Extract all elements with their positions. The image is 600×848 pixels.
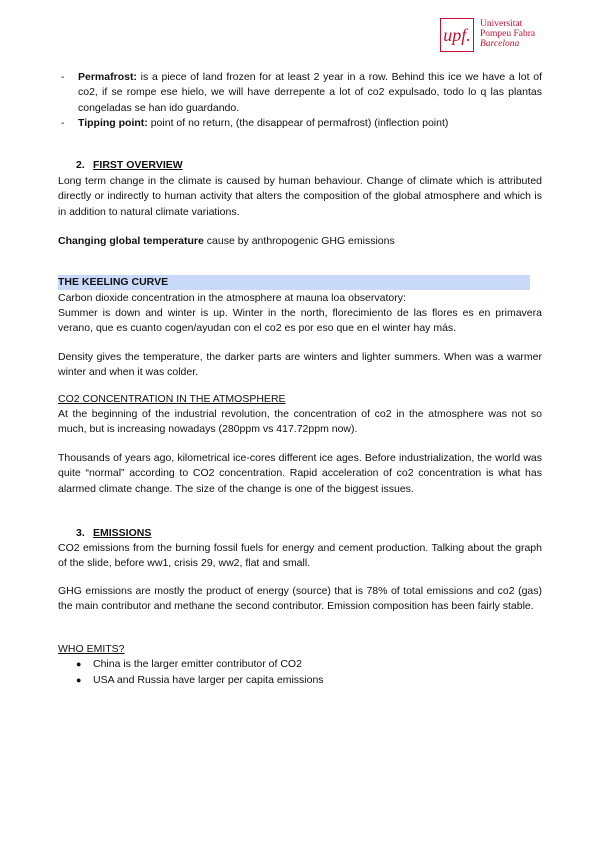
dash-bullet: -: [61, 117, 65, 129]
definition-term: Permafrost:: [78, 71, 137, 83]
statement-bold: Changing global temperature: [58, 235, 204, 247]
section-3-title: EMISSIONS: [93, 527, 152, 539]
logo-line-2: Pompeu Fabra: [480, 29, 536, 39]
keeling-curve-heading: THE KEELING CURVE: [58, 275, 530, 290]
statement-rest: cause by anthropogenic GHG emissions: [203, 235, 395, 247]
keeling-paragraph-1: Summer is down and winter is up. Winter in the north, florecimiento de las flores es en primavera verano, que es cuanto cogen/ayudan con el co2 es por eso que en el winter hay más.: [58, 307, 542, 335]
section-2-statement: [58, 234, 542, 249]
logo-text: [480, 19, 535, 49]
definition-text: is a piece of land frozen for at least 2 year in a row. Behind this ice we have a lot of co2, if se rompe ese hielo, we will have derrepente a lot of co2 expulsado, todo lo q las plantas congeladas se han ido guardando.: [78, 71, 542, 114]
who-emits-item-text: USA and Russia have larger per capita emissions: [93, 674, 324, 686]
keeling-line-1: Carbon dioxide concentration in the atmosphere at mauna loa observatory:: [58, 292, 406, 304]
section-2-number: 2.: [76, 159, 85, 171]
section-3-number: 3.: [76, 527, 85, 539]
section-3-paragraph-2: GHG emissions are mostly the product of energy (source) that is 78% of total emissions and co2 (gas) the main contributor and methane the second contributor. Emission composition has been fairly stable.: [58, 585, 542, 613]
logo-line-3: Barcelona: [480, 39, 520, 49]
section-3-paragraph-1: CO2 emissions from the burning fossil fuels for energy and cement production. Talking about the graph of the slide, before ww1, crisis 29, ww2, flat and small.: [58, 542, 542, 570]
co2-paragraph-2: Thousands of years ago, kilometrical ice-cores different ice ages. Before industrialization, the world was quite “normal” according to CO2 concentration. Rapid acceleration of co2 concentration is what has alarmed climate change. The size of the change is one of the biggest issues.: [58, 452, 542, 495]
section-2-paragraph: Long term change in the climate is caused by human behaviour. Change of climate which is attributed directly or indirectly to human activity that alters the composition of the global atmosphere and which is in addition to natural climate variations.: [58, 175, 542, 218]
co2-heading: CO2 CONCENTRATION IN THE ATMOSPHERE: [58, 393, 286, 405]
who-emits-item-text: China is the larger emitter contributor of CO2: [93, 658, 302, 670]
who-emits-item: [76, 673, 533, 688]
who-emits-item: [76, 657, 533, 672]
upf-logo-mark: upf.: [440, 18, 474, 52]
bullet-dot-icon: ●: [76, 659, 82, 669]
university-logo: [440, 18, 550, 54]
co2-paragraph-1: At the beginning of the industrial revolution, the concentration of co2 in the atmosphere was not so much, but is increasing nowadays (280ppm vs 417.72ppm now).: [58, 408, 542, 436]
logo-line-1: Universitat: [480, 19, 523, 29]
dash-bullet: -: [61, 71, 65, 83]
definition-permafrost: [61, 70, 542, 116]
who-emits-heading: WHO EMITS?: [58, 643, 125, 655]
definition-text: point of no return, (the disappear of permafrost) (inflection point): [147, 117, 449, 129]
definition-term: Tipping point:: [78, 117, 148, 129]
keeling-paragraph-2: Density gives the temperature, the darker parts are winters and lighter summers. When was a warmer winter and when it was colder.: [58, 351, 542, 379]
section-2-title: FIRST OVERVIEW: [93, 159, 183, 171]
definition-tipping-point: [61, 116, 542, 131]
bullet-dot-icon: ●: [76, 675, 82, 685]
